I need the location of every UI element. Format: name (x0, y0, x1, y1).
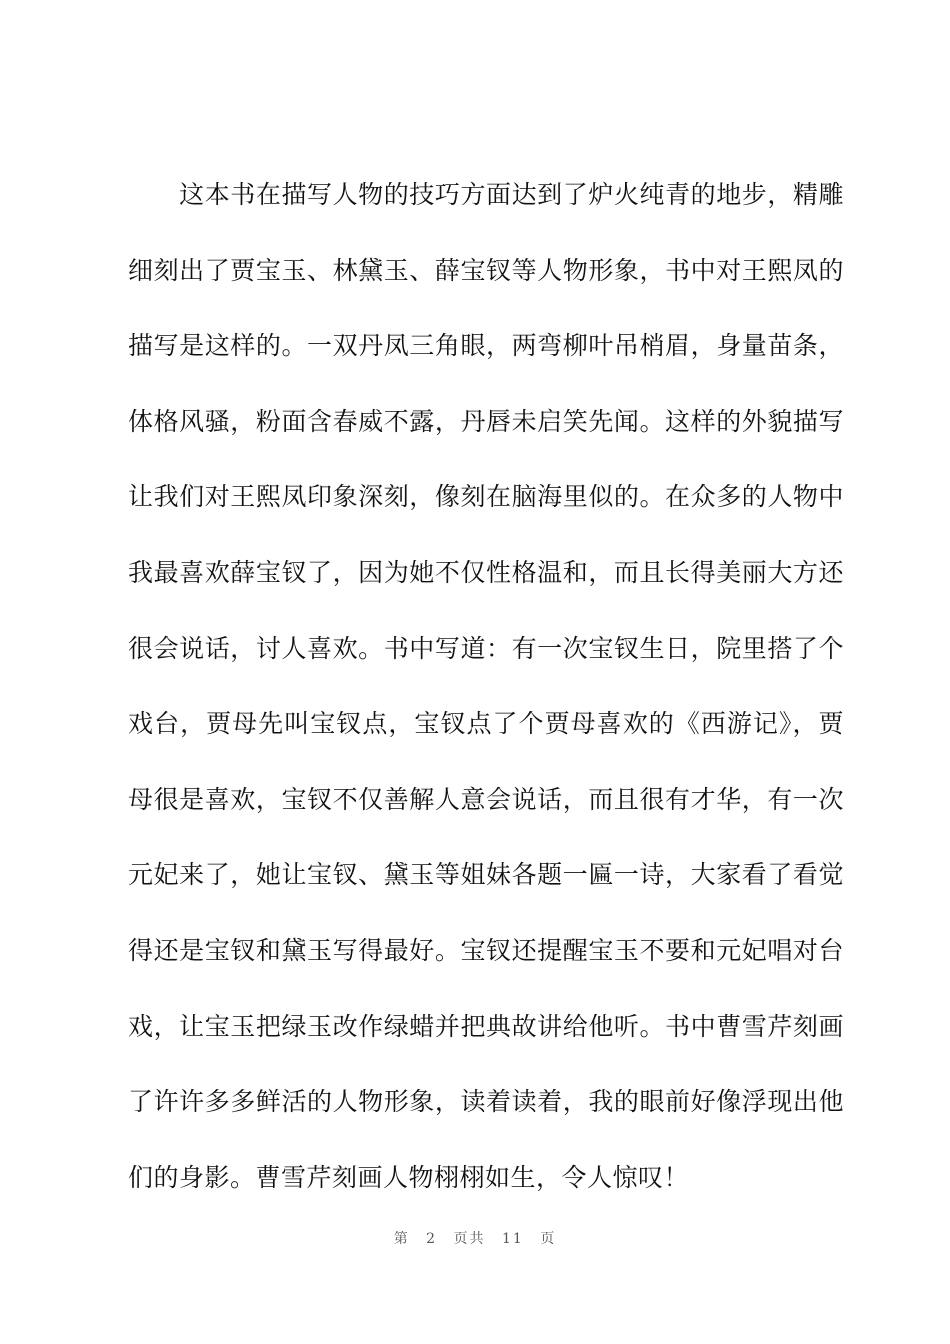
text-line: 戏台，贾母先叫宝钗点，宝钗点了个贾母喜欢的《西游记》，贾 (128, 709, 844, 739)
text-line: 戏，让宝玉把绿玉改作绿蜡并把典故讲给他听。书中曹雪芹刻画 (128, 1011, 844, 1041)
page-number-footer: 第 2 页共 11 页 (393, 1231, 557, 1247)
text-line: 很会说话，讨人喜欢。书中写道：有一次宝钗生日，院里搭了个 (128, 633, 844, 663)
text-line: 元妃来了，她让宝钗、黛玉等姐妹各题一匾一诗，大家看了看觉 (128, 860, 844, 890)
text-line: 们的身影。曹雪芹刻画人物栩栩如生，令人惊叹！ (128, 1162, 690, 1192)
text-line: 细刻出了贾宝玉、林黛玉、薛宝钗等人物形象，书中对王熙凤的 (128, 255, 844, 285)
text-line: 得还是宝钗和黛玉写得最好。宝钗还提醒宝玉不要和元妃唱对台 (128, 935, 844, 965)
text-line: 让我们对王熙凤印象深刻，像刻在脑海里似的。在众多的人物中 (128, 482, 844, 512)
text-line: 这本书在描写人物的技巧方面达到了炉火纯青的地步，精雕 (128, 180, 844, 209)
text-line: 母很是喜欢，宝钗不仅善解人意会说话，而且很有才华，有一次 (128, 784, 844, 814)
text-line: 了许许多多鲜活的人物形象，读着读着，我的眼前好像浮现出他 (128, 1087, 844, 1117)
text-line: 体格风骚，粉面含春威不露，丹唇未启笑先闻。这样的外貌描写 (128, 406, 844, 436)
text-line: 我最喜欢薛宝钗了，因为她不仅性格温和，而且长得美丽大方还 (128, 557, 844, 587)
text-line: 描写是这样的。一双丹凤三角眼，两弯柳叶吊梢眉，身量苗条， (128, 331, 844, 361)
body-paragraph (128, 172, 844, 1230)
